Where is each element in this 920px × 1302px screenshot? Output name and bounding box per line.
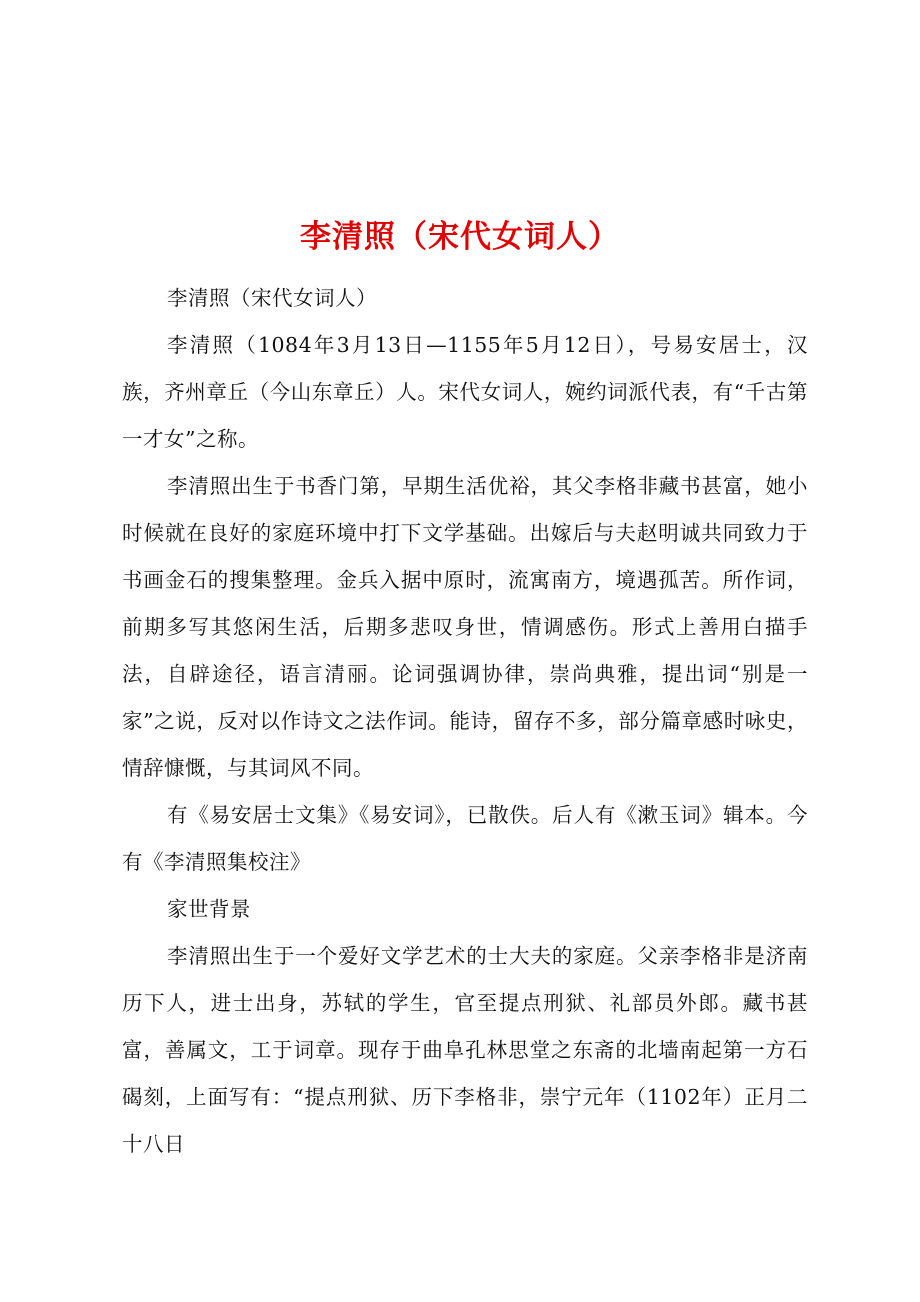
paragraph-intro: 李清照（1084年3月13日—1155年5月12日），号易安居士，汉族，齐州章丘（今山东章丘）人。宋代女词人，婉约词派代表，有“千古第一才女”之称。: [122, 333, 808, 451]
document-title: 李清照（宋代女词人）: [300, 218, 620, 255]
document-body: [122, 275, 808, 1168]
section-heading-family: 家世背景: [167, 897, 251, 921]
paragraph-subtitle: 李清照（宋代女词人）: [167, 286, 377, 310]
paragraph-family: 李清照出生于一个爱好文学艺术的士大夫的家庭。父亲李格非是济南历下人，进士出身，苏轼的学生，官至提点刑狱、礼部员外郎。藏书甚富，善属文，工于词章。现存于曲阜孔林思堂之东斋的北墙南起第一方石碣刻，上面写有：“提点刑狱、历下李格非，崇宁元年（1102年）正月二十八日: [122, 944, 808, 1156]
paragraph-works: 有《易安居士文集》《易安词》，已散佚。后人有《漱玉词》辑本。今有《李清照集校注》: [122, 803, 808, 874]
paragraph-biography: 李清照出生于书香门第，早期生活优裕，其父李格非藏书甚富，她小时候就在良好的家庭环境中打下文学基础。出嫁后与夫赵明诚共同致力于书画金石的搜集整理。金兵入据中原时，流寓南方，境遇孤苦。所作词，前期多写其悠闲生活，后期多悲叹身世，情调感伤。形式上善用白描手法，自辟途径，语言清丽。论词强调协律，崇尚典雅，提出词“别是一家”之说，反对以作诗文之法作词。能诗，留存不多，部分篇章感时咏史，情辞慷慨，与其词风不同。: [122, 474, 808, 780]
